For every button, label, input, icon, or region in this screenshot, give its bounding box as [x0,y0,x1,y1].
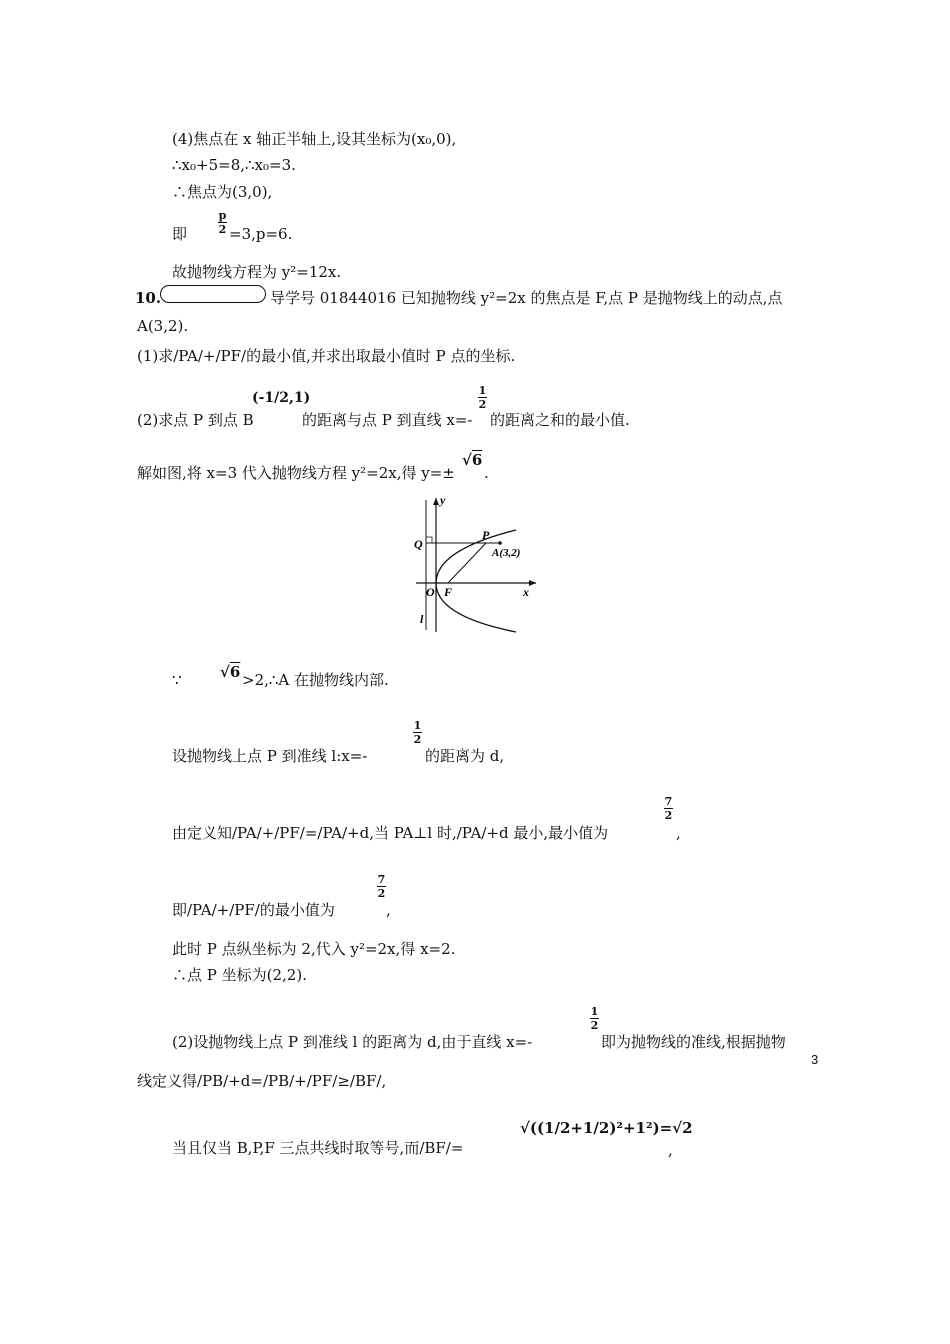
question-1: (1)求/PA/+/PF/的最小值,并求出取最小值时 P 点的坐标. [137,347,516,365]
part4-line4-suffix: =3,p=6. [229,225,293,243]
solution-line5-a: 即/PA/+/PF/的最小值为 [172,901,335,919]
right-angle-mark [426,537,432,543]
part4-line3: ∴焦点为(3,0), [172,183,273,201]
page-number: 3 [811,1052,819,1067]
because-symbol: ∵ [172,671,182,689]
sqrt-radicand: 6 [229,663,241,681]
label-l: l [420,612,424,626]
label-q: Q [414,537,423,551]
fraction-numerator: p [218,209,227,222]
solution-line5-b: , [386,901,391,919]
point-a-dot [498,541,502,545]
fraction-1-over-2 [590,1006,599,1031]
label-f: F [444,585,453,599]
question-2-part-b: 的距离与点 P 到直线 x=- [302,411,473,429]
part4-line1: (4)焦点在 x 轴正半轴上,设其坐标为(x₀,0), [172,130,457,148]
fraction-denominator: 2 [218,223,227,236]
label-a: A(3,2) [492,547,521,559]
sqrt-radicand: 6 [471,451,483,469]
solution-line8-b: 即为抛物线的准线,根据抛物 [601,1033,786,1051]
solution-line10-b: , [668,1141,673,1159]
solution-line1-end: . [484,464,489,482]
question-2-part-a: (2)求点 P 到点 B [137,411,254,429]
part4-line5: 故抛物线方程为 y²=12x. [172,263,342,281]
label-x: x [523,585,529,599]
fraction-7-over-2 [664,796,673,821]
fraction-1-over-2 [413,720,422,745]
sqrt-6-second: √6 [220,663,241,681]
parabola-curve [436,530,516,632]
distance-bf-formula: √((1/2+1/2)²+1²)=√2 [520,1119,693,1137]
fraction-numerator: 1 [413,719,422,732]
solution-line2: >2,∴A 在抛物线内部. [242,671,389,689]
part4-line2: ∴x₀+5=8,∴x₀=3. [172,156,296,174]
part4-line4-prefix: 即 [172,225,188,243]
parabola-figure [408,490,548,640]
y-axis-arrow [433,498,439,505]
solution-line1: 解如图,将 x=3 代入抛物线方程 y²=2x,得 y=± [137,464,455,482]
fraction-denominator: 2 [478,398,487,411]
solution-line9: 线定义得/PB/+d=/PB/+/PF/≥/BF/, [137,1072,387,1090]
fraction-numerator: 7 [377,873,386,886]
label-y: y [440,493,446,507]
sqrt-6: √6 [462,451,483,469]
fraction-p-over-2 [218,210,227,235]
fraction-denominator: 2 [413,733,422,746]
solution-line10-a: 当且仅当 B,P,F 三点共线时取等号,而/BF/= [172,1139,464,1157]
problem-number: 10. [135,289,162,307]
solution-line4-b: , [676,824,681,842]
segment-pf [448,543,486,583]
fraction-1-over-2 [478,385,487,410]
fraction-7-over-2 [377,874,386,899]
point-b-coords: (-1/2,1) [252,390,311,406]
label-p: P [482,528,490,542]
fraction-numerator: 1 [478,384,487,397]
fraction-denominator: 2 [664,809,673,822]
fraction-numerator: 7 [664,795,673,808]
question-2-part-c: 的距离之和的最小值. [490,411,630,429]
solution-line3-b: 的距离为 d, [425,747,505,765]
fraction-denominator: 2 [590,1019,599,1032]
fraction-denominator: 2 [377,887,386,900]
solution-line8-a: (2)设抛物线上点 P 到准线 l 的距离为 d,由于直线 x=- [172,1033,533,1051]
problem-stem-line1: 导学号 01844016 已知抛物线 y²=2x 的焦点是 F,点 P 是抛物线上的动点,点 [270,289,783,307]
problem-stem-line2: A(3,2). [137,317,189,335]
solution-line3-a: 设抛物线上点 P 到准线 l:x=- [172,747,368,765]
solution-line4-a: 由定义知/PA/+/PF/=/PA/+d,当 PA⊥l 时,/PA/+d 最小,最小值为 [172,824,609,842]
fraction-numerator: 1 [590,1005,599,1018]
solution-line6: 此时 P 点纵坐标为 2,代入 y²=2x,得 x=2. [172,940,456,958]
blank-tag-box [160,285,266,303]
x-axis-arrow [529,580,536,586]
label-o: O [426,585,435,599]
solution-line7: ∴点 P 坐标为(2,2). [172,966,307,984]
